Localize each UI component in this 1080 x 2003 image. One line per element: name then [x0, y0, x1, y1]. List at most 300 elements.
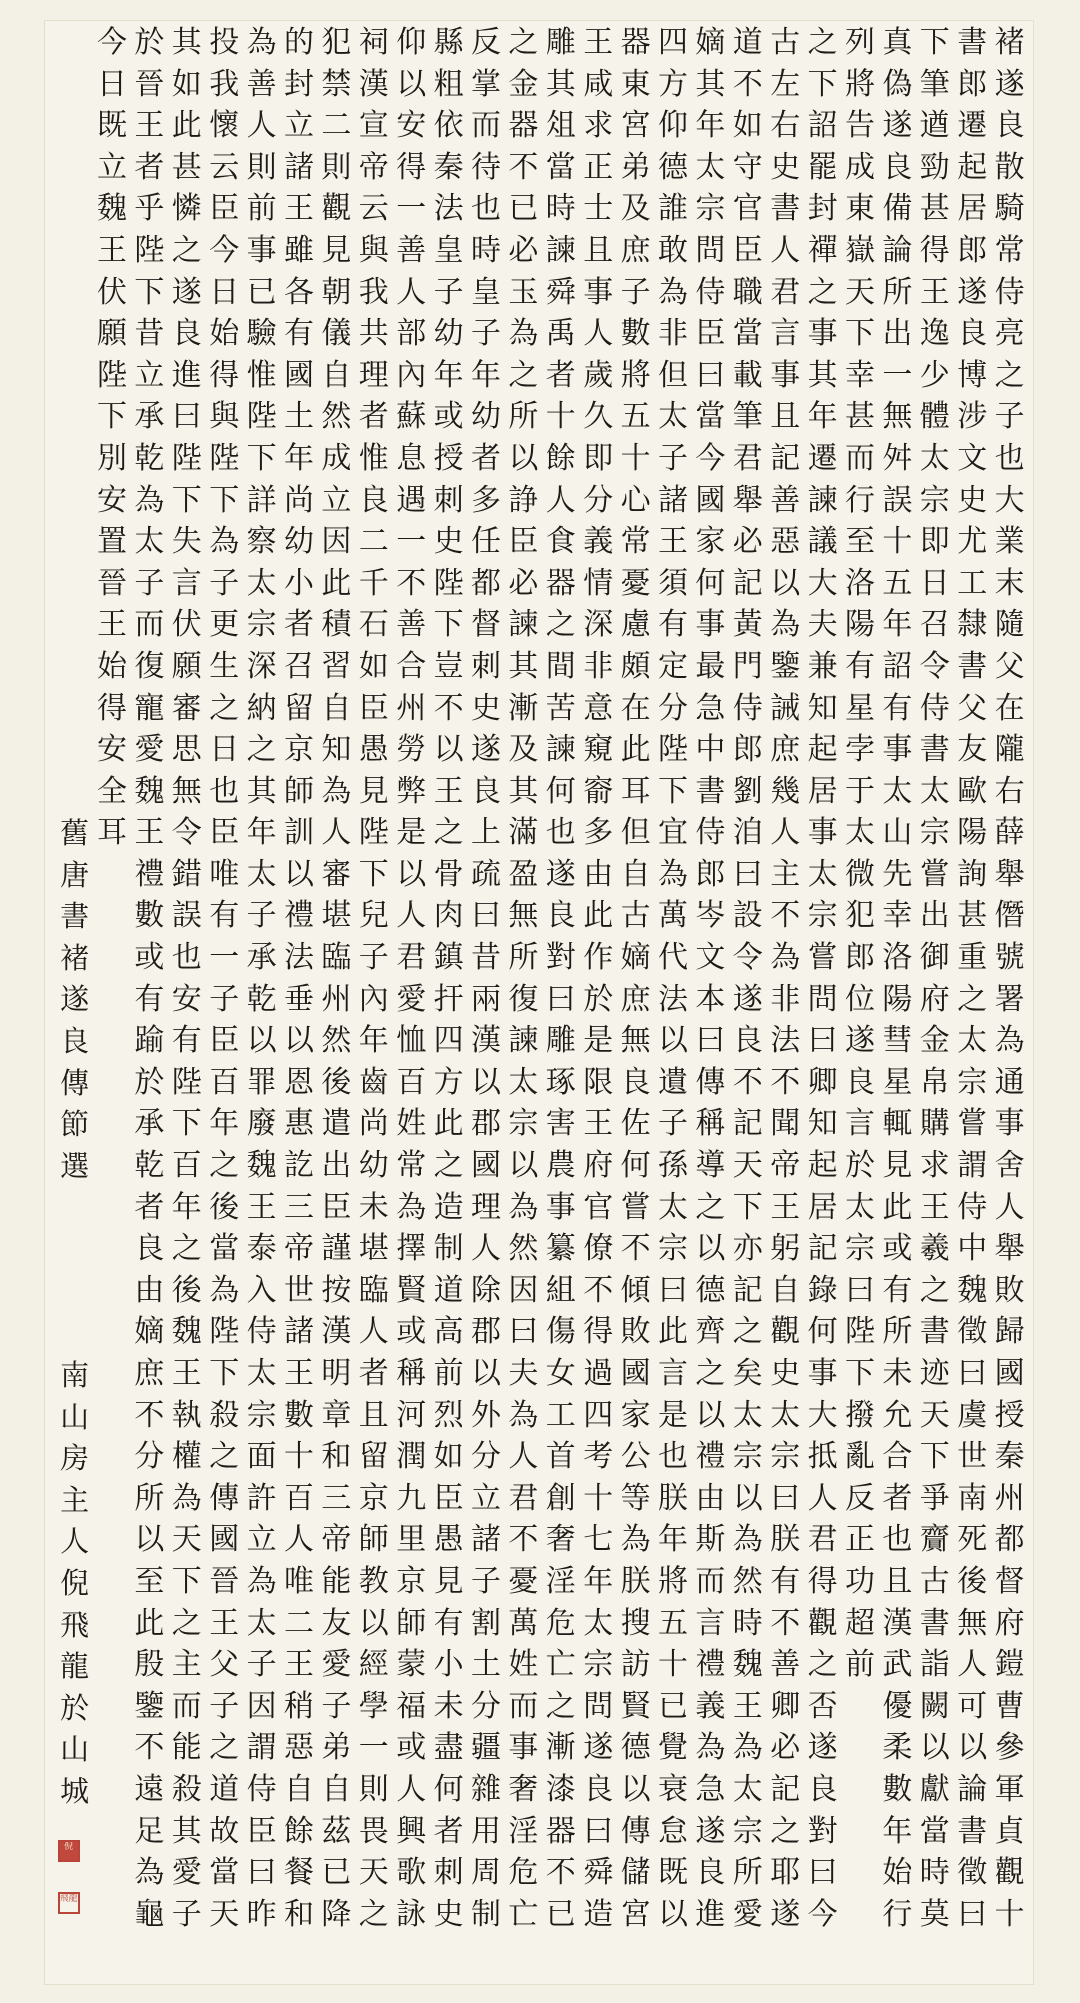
- glyph: 錄: [807, 1272, 838, 1308]
- glyph: 可: [957, 1688, 988, 1724]
- glyph: 事: [807, 316, 838, 352]
- glyph: 與: [358, 232, 389, 268]
- glyph: 以: [658, 1023, 688, 1059]
- glyph: 為: [508, 1397, 539, 1433]
- glyph: 者: [284, 607, 314, 643]
- glyph: 小: [284, 565, 314, 601]
- glyph: 幾: [770, 773, 801, 809]
- glyph: 選: [60, 1148, 90, 1183]
- glyph: 工: [545, 1397, 576, 1433]
- glyph: 十: [545, 399, 576, 435]
- glyph: 愛: [396, 981, 427, 1017]
- glyph: 於: [845, 1148, 875, 1184]
- glyph: 按: [321, 1272, 352, 1308]
- glyph: 復: [508, 981, 539, 1017]
- glyph: 詠: [396, 1896, 427, 1932]
- glyph: 王: [284, 1356, 314, 1391]
- glyph: 故: [209, 1813, 240, 1849]
- glyph: 百: [209, 1064, 240, 1100]
- glyph: 觀: [994, 1855, 1025, 1891]
- glyph: 遂: [957, 274, 988, 310]
- glyph: 下: [845, 316, 875, 352]
- glyph: 宗: [246, 607, 277, 643]
- glyph: 出: [321, 1148, 352, 1184]
- glyph: 見: [321, 232, 352, 268]
- glyph: 為: [508, 1189, 539, 1225]
- glyph: 之: [209, 690, 240, 726]
- glyph: 門: [732, 648, 763, 684]
- glyph: 君: [396, 940, 427, 976]
- glyph: 郎: [695, 856, 726, 892]
- glyph: 者: [471, 440, 501, 476]
- glyph: 農: [545, 1148, 576, 1184]
- glyph: 居: [807, 1189, 838, 1225]
- glyph: 臣: [246, 1813, 277, 1849]
- glyph: 夫: [807, 607, 838, 643]
- seal-stamp: 倪: [58, 1840, 80, 1862]
- glyph: 子: [358, 940, 389, 976]
- glyph: 友: [321, 1605, 352, 1641]
- glyph: 功: [845, 1563, 875, 1599]
- glyph: 禮: [284, 898, 314, 934]
- glyph: 所: [134, 1480, 165, 1516]
- glyph: 年: [433, 357, 464, 393]
- glyph: 夫: [508, 1356, 539, 1391]
- glyph: 習: [321, 648, 352, 684]
- glyph: 問: [695, 232, 726, 268]
- glyph: 畏: [358, 1813, 389, 1849]
- glyph: 歸: [994, 1314, 1025, 1350]
- glyph: 以: [246, 1023, 277, 1059]
- glyph: 魏: [134, 773, 165, 809]
- glyph: 器: [545, 565, 576, 601]
- glyph: 允: [882, 1397, 913, 1433]
- glyph: 九: [396, 1480, 427, 1516]
- glyph: 土: [284, 399, 314, 435]
- glyph: 必: [508, 565, 539, 601]
- glyph: 此: [433, 1106, 464, 1142]
- glyph: 縣: [433, 25, 464, 60]
- glyph: 肉: [433, 898, 464, 934]
- glyph: 也: [171, 940, 202, 976]
- glyph: 世: [284, 1272, 314, 1308]
- glyph: 作: [583, 940, 614, 976]
- seal-stamp: 飛龍: [58, 1892, 80, 1914]
- glyph: 進: [695, 1896, 726, 1932]
- glyph: 晉: [134, 66, 165, 102]
- glyph: 至: [134, 1563, 165, 1599]
- glyph: 家: [695, 524, 726, 560]
- glyph: 十: [583, 1480, 614, 1516]
- glyph: 舜: [583, 1855, 614, 1891]
- glyph: 當: [732, 316, 763, 352]
- glyph: 耳: [97, 815, 127, 851]
- glyph: 得: [807, 1563, 838, 1599]
- glyph: 臣: [732, 232, 763, 268]
- glyph: 善: [396, 232, 427, 268]
- glyph: 國: [284, 357, 314, 393]
- glyph: 成: [845, 149, 875, 185]
- glyph: 漢: [321, 1314, 352, 1350]
- glyph: 載: [732, 357, 763, 393]
- glyph: 蘇: [396, 399, 427, 435]
- glyph: 府: [583, 1148, 614, 1184]
- glyph: 齎: [919, 1522, 950, 1558]
- glyph: 遺: [658, 1064, 688, 1100]
- glyph: 事: [695, 607, 726, 643]
- glyph: 在: [994, 690, 1025, 726]
- glyph: 鎧: [994, 1647, 1025, 1683]
- glyph: 人: [770, 232, 801, 268]
- glyph: 即: [919, 524, 950, 560]
- glyph: 萬: [658, 898, 688, 934]
- glyph: 兒: [358, 898, 389, 934]
- glyph: 下: [732, 1189, 763, 1225]
- glyph: 庶: [620, 232, 651, 268]
- glyph: 下: [171, 1563, 202, 1599]
- glyph: 德: [620, 1730, 651, 1766]
- glyph: 也: [882, 1522, 913, 1558]
- glyph: 侍: [919, 690, 950, 726]
- glyph: 斯: [695, 1522, 726, 1558]
- glyph: 是: [396, 815, 427, 851]
- glyph: 王: [583, 1106, 614, 1142]
- glyph: 曰: [770, 1480, 801, 1516]
- glyph: 今: [695, 440, 726, 476]
- glyph: 詔: [807, 108, 838, 144]
- glyph: 子: [471, 316, 501, 352]
- glyph: 京: [284, 732, 314, 768]
- glyph: 府: [994, 1605, 1025, 1641]
- glyph: 惟: [358, 440, 389, 476]
- glyph: 一: [209, 940, 240, 976]
- glyph: 嘗: [919, 856, 950, 892]
- glyph: 隨: [994, 607, 1025, 643]
- glyph: 宗: [658, 1231, 688, 1267]
- glyph: 全: [97, 773, 127, 809]
- glyph: 國: [620, 1356, 651, 1391]
- glyph: 下: [209, 482, 240, 518]
- glyph: 天: [732, 1148, 763, 1184]
- glyph: 之: [957, 981, 988, 1017]
- glyph: 二: [321, 108, 352, 144]
- glyph: 今: [97, 25, 127, 60]
- glyph: 下: [845, 1356, 875, 1391]
- glyph: 史: [957, 482, 988, 518]
- glyph: 耳: [620, 773, 651, 809]
- glyph: 之: [770, 1813, 801, 1849]
- glyph: 太: [508, 1064, 539, 1100]
- glyph: 在: [620, 690, 651, 726]
- glyph: 陛: [845, 1314, 875, 1350]
- glyph: 不: [433, 690, 464, 726]
- glyph: 官: [583, 1189, 614, 1225]
- glyph: 如: [732, 108, 763, 144]
- glyph: 非: [583, 648, 614, 684]
- glyph: 息: [396, 440, 427, 476]
- glyph: 也: [994, 440, 1025, 476]
- glyph: 甚: [845, 399, 875, 435]
- glyph: 求: [583, 108, 614, 144]
- glyph: 烈: [433, 1397, 464, 1433]
- glyph: 日: [97, 66, 127, 102]
- glyph: 郎: [845, 940, 875, 976]
- glyph: 三: [284, 1189, 314, 1225]
- glyph: 史: [770, 1356, 801, 1391]
- glyph: 大: [807, 1397, 838, 1433]
- glyph: 因: [321, 524, 352, 560]
- glyph: 高: [433, 1314, 464, 1350]
- glyph: 曰: [508, 1314, 539, 1350]
- glyph: 遂: [545, 856, 576, 892]
- glyph: 家: [620, 1397, 651, 1433]
- glyph: 遠: [134, 1771, 165, 1807]
- glyph: 遂: [882, 108, 913, 144]
- glyph: 嫡: [695, 25, 726, 60]
- glyph: 為: [171, 1480, 202, 1516]
- glyph: 土: [471, 1647, 501, 1683]
- glyph: 庶: [620, 981, 651, 1017]
- glyph: 錯: [171, 856, 202, 892]
- glyph: 耶: [770, 1855, 801, 1891]
- glyph: 以: [284, 856, 314, 892]
- glyph: 曰: [957, 1356, 988, 1391]
- glyph: 右: [994, 773, 1025, 809]
- glyph: 真: [882, 25, 913, 60]
- glyph: 否: [807, 1688, 838, 1724]
- glyph: 矣: [732, 1356, 763, 1391]
- glyph: 書: [957, 648, 988, 684]
- glyph: 書: [60, 899, 90, 934]
- glyph: 論: [882, 232, 913, 268]
- glyph: 臣: [209, 1023, 240, 1059]
- glyph: 星: [882, 1064, 913, 1100]
- glyph: 乾: [134, 1148, 165, 1184]
- glyph: 祠: [358, 25, 389, 60]
- glyph: 如: [171, 66, 202, 102]
- glyph: 侍: [732, 690, 763, 726]
- glyph: 久: [583, 399, 614, 435]
- glyph: 書: [919, 1605, 950, 1641]
- glyph: 撥: [845, 1397, 875, 1433]
- glyph: 儲: [620, 1855, 651, 1891]
- glyph: 太: [583, 1605, 614, 1641]
- glyph: 以: [396, 856, 427, 892]
- glyph: 記: [770, 440, 801, 476]
- glyph: 疆: [471, 1730, 501, 1766]
- glyph: 洛: [845, 565, 875, 601]
- glyph: 守: [732, 149, 763, 185]
- glyph: 褚: [60, 940, 90, 975]
- glyph: 以: [770, 565, 801, 601]
- glyph: 行: [882, 1896, 913, 1932]
- glyph: 時: [545, 191, 576, 227]
- glyph: 晉: [209, 1563, 240, 1599]
- glyph: 法: [770, 1023, 801, 1059]
- glyph: 臣: [433, 1480, 464, 1516]
- glyph: 如: [358, 648, 389, 684]
- glyph: 安: [97, 482, 127, 518]
- glyph: 然: [732, 1563, 763, 1599]
- glyph: 諫: [508, 1023, 539, 1059]
- glyph: 置: [97, 524, 127, 560]
- glyph: 於: [134, 25, 165, 60]
- glyph: 教: [358, 1563, 389, 1599]
- glyph: 對: [545, 940, 576, 976]
- glyph: 太: [246, 1356, 277, 1391]
- glyph: 史: [770, 149, 801, 185]
- glyph: 理: [471, 1189, 501, 1225]
- glyph: 當: [209, 1231, 240, 1267]
- glyph: 曹: [994, 1688, 1025, 1724]
- glyph: 起: [807, 1148, 838, 1184]
- glyph: 而: [508, 1688, 539, 1724]
- glyph: 大: [994, 482, 1025, 518]
- glyph: 而: [471, 108, 501, 144]
- glyph: 即: [583, 440, 614, 476]
- glyph: 侍: [695, 815, 726, 851]
- glyph: 殺: [171, 1771, 202, 1807]
- glyph: 漆: [545, 1771, 576, 1807]
- glyph: 嶽: [845, 232, 875, 268]
- glyph: 淫: [545, 1563, 576, 1599]
- glyph: 令: [171, 815, 202, 851]
- glyph: 朕: [770, 1522, 801, 1558]
- glyph: 唯: [209, 856, 240, 892]
- glyph: 嘗: [957, 1106, 988, 1142]
- glyph: 謂: [957, 1148, 988, 1184]
- glyph: 天: [171, 1522, 202, 1558]
- glyph: 訪: [620, 1647, 651, 1683]
- glyph: 亮: [994, 316, 1025, 352]
- glyph: 奢: [508, 1771, 539, 1807]
- glyph: 愚: [358, 732, 389, 768]
- glyph: 琢: [545, 1064, 576, 1100]
- glyph: 禮: [695, 1647, 726, 1683]
- glyph: 為: [732, 1522, 763, 1558]
- glyph: 侍: [246, 1771, 277, 1807]
- glyph: 不: [770, 1605, 801, 1641]
- glyph: 不: [732, 66, 763, 102]
- glyph: 無: [957, 1605, 988, 1641]
- glyph: 之: [209, 1730, 240, 1766]
- glyph: 和: [321, 1439, 352, 1475]
- glyph: 授: [994, 1397, 1025, 1433]
- glyph: 道: [732, 25, 763, 60]
- glyph: 鑒: [134, 1688, 165, 1724]
- glyph: 潤: [396, 1439, 427, 1475]
- glyph: 對: [807, 1813, 838, 1849]
- glyph: 封: [284, 66, 314, 102]
- glyph: 衰: [658, 1771, 688, 1807]
- glyph: 京: [358, 1480, 389, 1516]
- glyph: 內: [396, 357, 427, 393]
- glyph: 晉: [97, 565, 127, 601]
- glyph: 聞: [770, 1106, 801, 1142]
- glyph: 或: [396, 1730, 427, 1766]
- glyph: 非: [770, 981, 801, 1017]
- glyph: 貞: [994, 1813, 1025, 1849]
- glyph: 既: [658, 1855, 688, 1891]
- glyph: 軍: [994, 1771, 1025, 1807]
- glyph: 下: [209, 1356, 240, 1391]
- glyph: 權: [171, 1439, 202, 1475]
- glyph: 漸: [545, 1730, 576, 1766]
- glyph: 深: [583, 607, 614, 643]
- glyph: 前: [845, 1647, 875, 1683]
- glyph: 言: [770, 316, 801, 352]
- glyph: 昔: [471, 940, 501, 976]
- glyph: 人: [471, 1231, 501, 1267]
- glyph: 鎮: [433, 940, 464, 976]
- glyph: 或: [882, 1231, 913, 1267]
- glyph: 岑: [695, 898, 726, 934]
- glyph: 犯: [845, 898, 875, 934]
- glyph: 周: [471, 1855, 501, 1891]
- glyph: 雖: [284, 232, 314, 268]
- glyph: 太: [695, 149, 726, 185]
- glyph: 有: [770, 1563, 801, 1599]
- glyph: 東: [620, 66, 651, 102]
- glyph: 飛: [60, 1607, 90, 1642]
- glyph: 知: [807, 1106, 838, 1142]
- glyph: 體: [919, 399, 950, 435]
- glyph: 購: [919, 1106, 950, 1142]
- glyph: 事: [770, 357, 801, 393]
- glyph: 封: [807, 191, 838, 227]
- glyph: 廢: [246, 1106, 277, 1142]
- glyph: 孫: [658, 1148, 688, 1184]
- glyph: 博: [957, 357, 988, 393]
- glyph: 遒: [919, 108, 950, 144]
- glyph: 事: [246, 232, 277, 268]
- glyph: 君: [770, 274, 801, 310]
- glyph: 而: [171, 1688, 202, 1724]
- glyph: 或: [433, 399, 464, 435]
- glyph: 出: [919, 898, 950, 934]
- glyph: 無: [508, 898, 539, 934]
- glyph: 者: [882, 1480, 913, 1516]
- glyph: 國: [209, 1522, 240, 1558]
- colophon-source: [50, 813, 100, 1187]
- glyph: 年: [882, 1813, 913, 1849]
- glyph: 審: [171, 690, 202, 726]
- glyph: 日: [209, 732, 240, 768]
- glyph: 宗: [845, 1231, 875, 1267]
- glyph: 已: [321, 1855, 352, 1891]
- glyph: 危: [508, 1855, 539, 1891]
- glyph: 謂: [246, 1730, 277, 1766]
- glyph: 意: [583, 690, 614, 726]
- glyph: 騎: [994, 191, 1025, 227]
- glyph: 下: [919, 1439, 950, 1475]
- glyph: 山: [60, 1399, 90, 1434]
- glyph: 一: [882, 357, 913, 393]
- glyph: 十: [284, 1439, 314, 1475]
- glyph: 至: [845, 524, 875, 560]
- glyph: 五: [658, 1605, 688, 1641]
- glyph: 良: [583, 1771, 614, 1807]
- glyph: 擇: [396, 1231, 427, 1267]
- glyph: 父: [994, 648, 1025, 684]
- glyph: 尚: [358, 1106, 389, 1142]
- glyph: 堪: [358, 1231, 389, 1267]
- glyph: 師: [284, 773, 314, 809]
- glyph: 曰: [695, 1023, 726, 1059]
- glyph: 玉: [508, 274, 539, 310]
- glyph: 大: [807, 565, 838, 601]
- glyph: 傳: [60, 1065, 90, 1100]
